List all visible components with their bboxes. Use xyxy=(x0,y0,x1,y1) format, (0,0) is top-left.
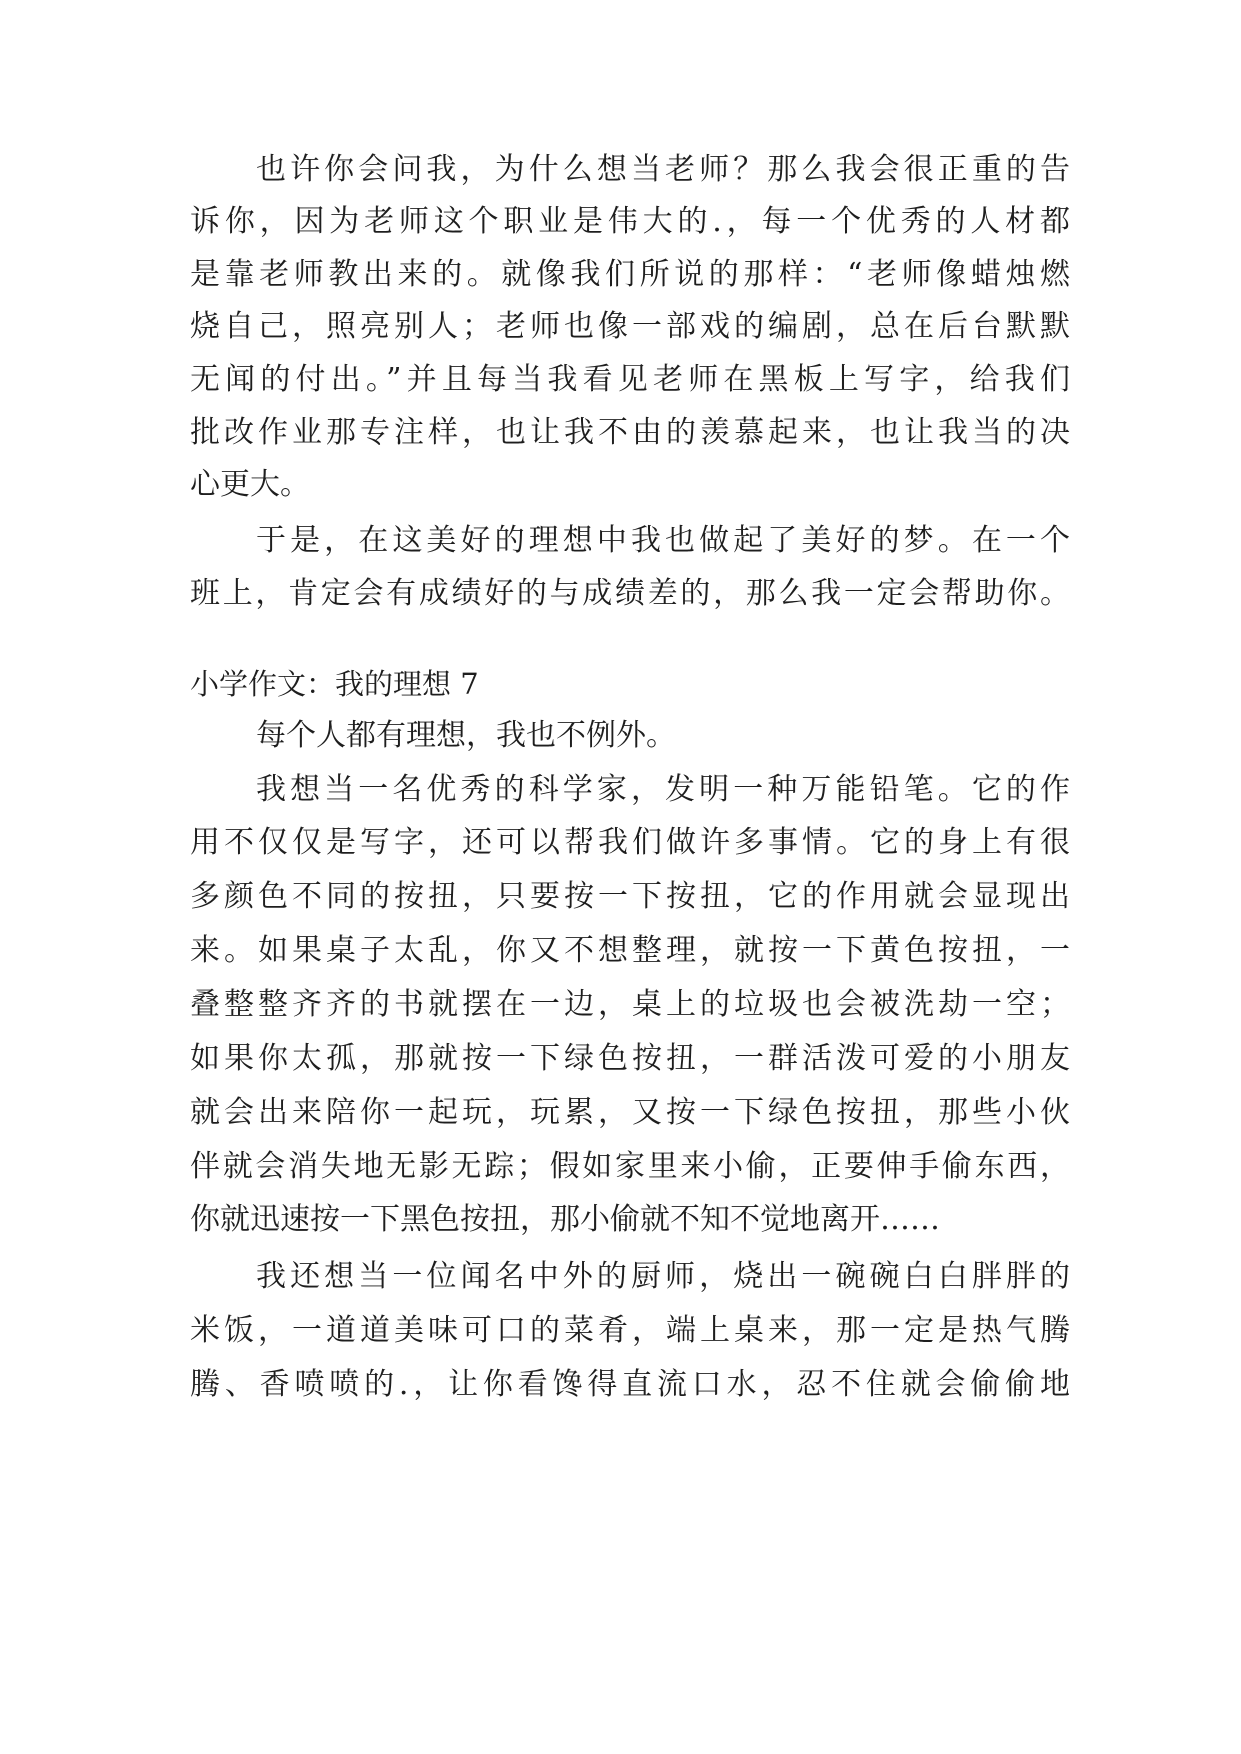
paragraph-4-line-8: 伴就会消失地无影无踪；假如家里来小偷，正要伸手偷东西， xyxy=(190,1149,1070,1184)
paragraph-4-line-3: 多颜色不同的按扭，只要按一下按扭，它的作用就会显现出 xyxy=(190,879,1070,914)
paragraph-1-line-3: 是靠老师教出来的。就像我们所说的那样：“老师像蜡烛燃 xyxy=(190,257,1070,292)
paragraph-3-line-1: 每个人都有理想，我也不例外。 xyxy=(256,718,676,753)
paragraph-4-line-9: 你就迅速按一下黑色按扭，那小偷就不知不觉地离开…… xyxy=(190,1202,940,1237)
paragraph-1-line-6: 批改作业那专注样，也让我不由的羡慕起来，也让我当的决 xyxy=(190,415,1070,450)
paragraph-4-line-6: 如果你太孤，那就按一下绿色按扭，一群活泼可爱的小朋友 xyxy=(190,1041,1070,1076)
paragraph-4-line-4: 来。如果桌子太乱，你又不想整理，就按一下黄色按扭，一 xyxy=(190,933,1070,968)
paragraph-5-line-3: 腾、香喷喷的.，让你看馋得直流口水，忍不住就会偷偷地 xyxy=(190,1367,1070,1402)
paragraph-1-line-2: 诉你，因为老师这个职业是伟大的.，每一个优秀的人材都 xyxy=(190,204,1070,239)
paragraph-1-line-7: 心更大。 xyxy=(190,467,310,502)
paragraph-4-line-7: 就会出来陪你一起玩，玩累，又按一下绿色按扭，那些小伙 xyxy=(190,1095,1070,1130)
paragraph-5-line-1: 我还想当一位闻名中外的厨师，烧出一碗碗白白胖胖的 xyxy=(256,1259,1070,1294)
paragraph-2-line-2: 班上，肯定会有成绩好的与成绩差的，那么我一定会帮助你。 xyxy=(190,576,1070,611)
paragraph-1-line-1: 也许你会问我，为什么想当老师？那么我会很正重的告 xyxy=(256,152,1070,187)
paragraph-1-line-5: 无闻的付出。”并且每当我看见老师在黑板上写字，给我们 xyxy=(190,362,1070,397)
paragraph-5-line-2: 米饭，一道道美味可口的菜肴，端上桌来，那一定是热气腾 xyxy=(190,1313,1070,1348)
essay-title: 小学作文：我的理想 7 xyxy=(190,667,479,701)
paragraph-4-line-2: 用不仅仅是写字，还可以帮我们做许多事情。它的身上有很 xyxy=(190,825,1070,860)
paragraph-2-line-1: 于是，在这美好的理想中我也做起了美好的梦。在一个 xyxy=(256,523,1070,558)
paragraph-1-line-4: 烧自己，照亮别人；老师也像一部戏的编剧，总在后台默默 xyxy=(190,309,1070,344)
paragraph-4-line-5: 叠整整齐齐的书就摆在一边，桌上的垃圾也会被洗劫一空； xyxy=(190,987,1070,1022)
paragraph-4-line-1: 我想当一名优秀的科学家，发明一种万能铅笔。它的作 xyxy=(256,772,1070,807)
